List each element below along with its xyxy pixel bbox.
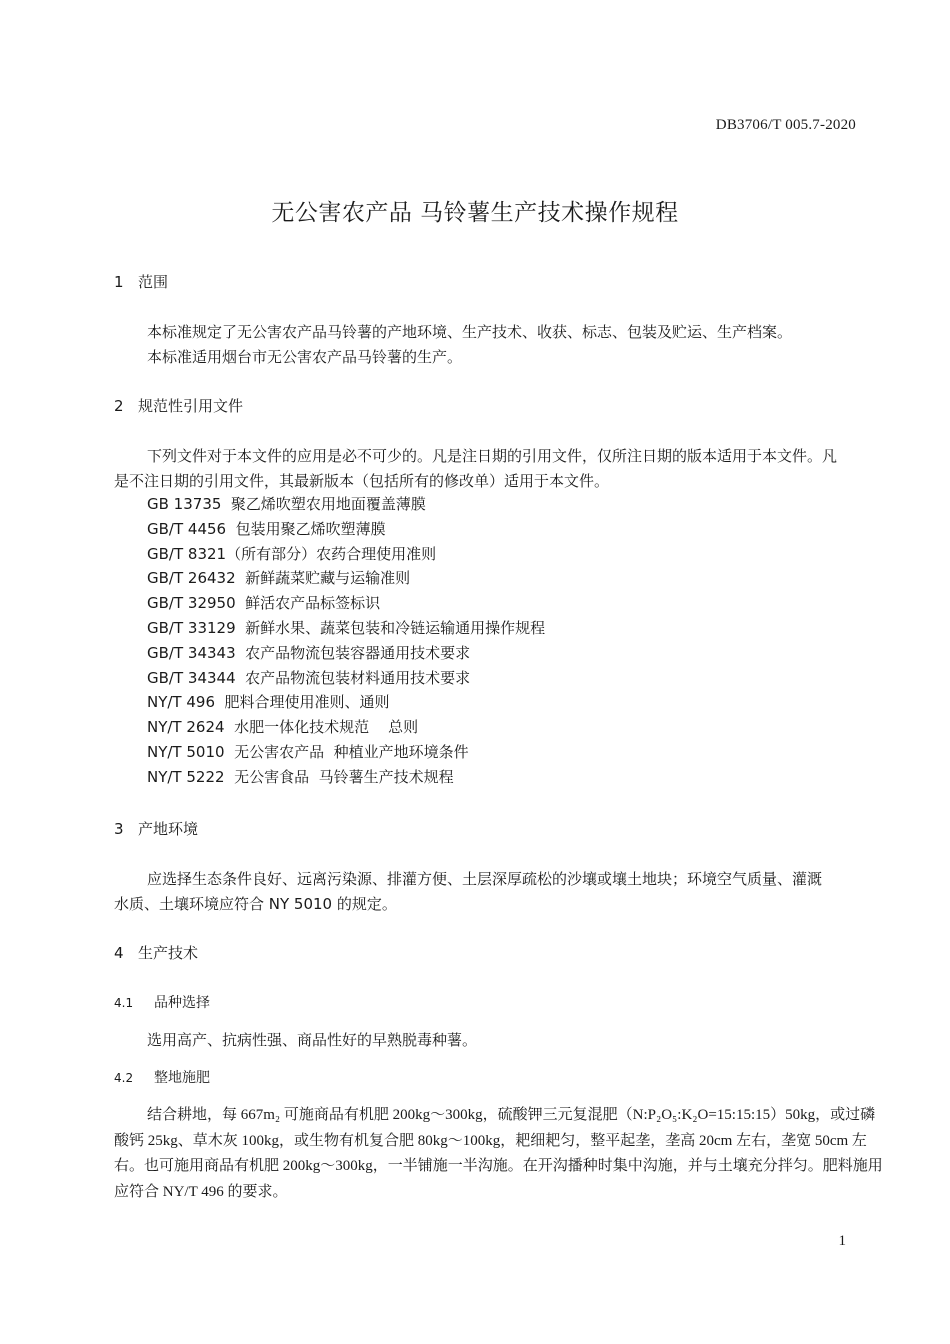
reference-item: NY/T 5222 无公害食品 马铃薯生产技术规程 <box>147 767 454 786</box>
reference-item: NY/T 5010 无公害农产品 种植业产地环境条件 <box>147 742 469 761</box>
subsection-4-2-body <box>114 1103 886 1205</box>
reference-item: GB/T 34344 农产品物流包装材料通用技术要求 <box>147 668 471 687</box>
section-4-heading <box>114 942 894 964</box>
section-number: 3 <box>114 820 124 838</box>
section-title: 生产技术 <box>138 944 199 962</box>
section-2-heading <box>114 395 894 417</box>
section-1-body <box>114 320 894 370</box>
section-title: 范围 <box>138 273 169 291</box>
subsection-4-1-heading <box>114 992 894 1014</box>
section-2-body <box>114 444 839 494</box>
section-number: 4 <box>114 944 124 962</box>
subsection-title: 品种选择 <box>154 995 210 1011</box>
reference-list <box>114 492 894 790</box>
subsection-number: 4.2 <box>114 1071 134 1085</box>
subsection-4-1-body <box>114 1028 894 1053</box>
section-3-heading <box>114 818 894 840</box>
section-1-heading <box>114 271 894 293</box>
section-number: 2 <box>114 397 124 415</box>
paragraph: 选用高产、抗病性强、商品性好的早熟脱毒种薯。 <box>147 1031 478 1049</box>
reference-item: GB/T 33129 新鲜水果、蔬菜包装和冷链运输通用操作规程 <box>147 618 546 637</box>
page-title: 无公害农产品 马铃薯生产技术操作规程 <box>271 200 679 226</box>
section-title: 规范性引用文件 <box>138 397 244 415</box>
subsection-title: 整地施肥 <box>154 1070 210 1086</box>
section-3-body <box>114 867 834 917</box>
reference-item: GB/T 26432 新鲜蔬菜贮藏与运输准则 <box>147 569 411 588</box>
paragraph: 结合耕地，每 667m₂ 可施商品有机肥 200kg～300kg，硫酸钾三元复混肥（N:P₂O₅:K₂O=15:15:15）50kg，或过磷酸钙 25kg、草木灰 100kg，或生物有机复合肥 80kg～100kg，耙细耙匀，整平起垄，垄高 20cm 左右，垄宽 50cm 左右。也可施用商品有机肥 200kg～300kg，一半铺施一半沟施。在开沟播种时集中沟施，并与土壤充分拌匀。肥料施用应符合 NY/T 496 的要求。 <box>114 1107 883 1200</box>
section-number: 1 <box>114 273 124 291</box>
reference-item: GB/T 4456 包装用聚乙烯吹塑薄膜 <box>147 519 386 538</box>
subsection-number: 4.1 <box>114 996 134 1010</box>
reference-item: NY/T 2624 水肥一体化技术规范 总则 <box>147 718 419 737</box>
document-code: DB3706/T 005.7-2020 <box>715 117 856 133</box>
reference-item: GB/T 34343 农产品物流包装容器通用技术要求 <box>147 643 471 662</box>
page-number: 1 <box>838 1233 846 1249</box>
section-title: 产地环境 <box>138 820 199 838</box>
reference-item: GB 13735 聚乙烯吹塑农用地面覆盖薄膜 <box>147 495 426 513</box>
paragraph: 本标准规定了无公害农产品马铃薯的产地环境、生产技术、收获、标志、包装及贮运、生产档案。 <box>147 323 793 341</box>
reference-list-container <box>114 492 894 790</box>
paragraph: 本标准适用烟台市无公害农产品马铃薯的生产。 <box>147 348 463 366</box>
paragraph: 应选择生态条件良好、远离污染源、排灌方便、土层深厚疏松的沙壤或壤土地块；环境空气质量、灌溉水质、土壤环境应符合 NY 5010 的规定。 <box>114 870 823 913</box>
reference-item: NY/T 496 肥料合理使用准则、通则 <box>147 693 390 712</box>
subsection-4-2-heading <box>114 1067 894 1089</box>
paragraph: 下列文件对于本文件的应用是必不可少的。凡是注日期的引用文件，仅所注日期的版本适用于本文件。凡是不注日期的引用文件，其最新版本（包括所有的修改单）适用于本文件。 <box>114 447 838 490</box>
reference-item: GB/T 32950 鲜活农产品标签标识 <box>147 594 381 613</box>
reference-item: GB/T 8321（所有部分）农药合理使用准则 <box>147 544 437 563</box>
